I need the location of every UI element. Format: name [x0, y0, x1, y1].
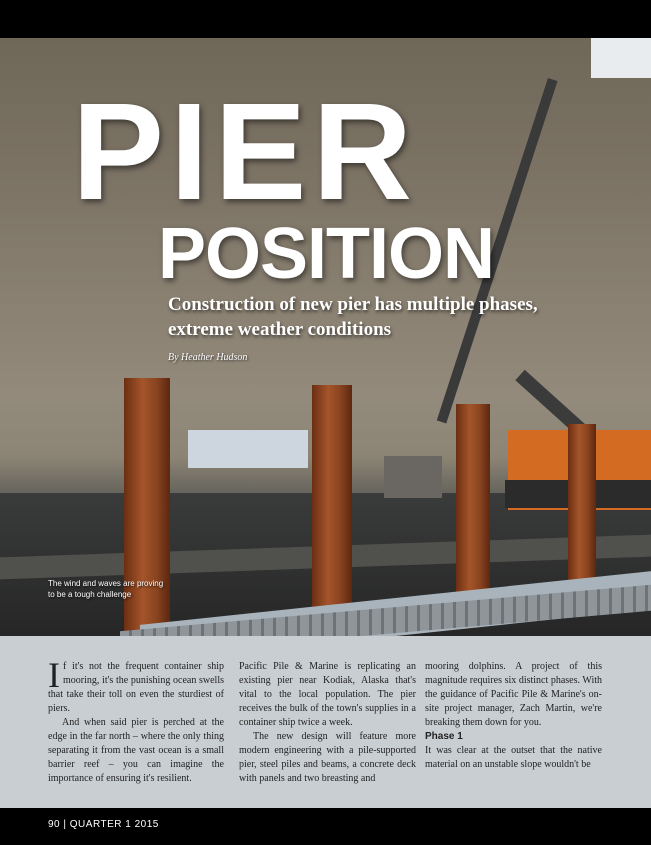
article-column-3	[425, 660, 602, 772]
top-bar	[0, 0, 651, 38]
byline: By Heather Hudson	[168, 352, 248, 363]
building	[188, 430, 308, 468]
article-column-1	[48, 655, 224, 786]
steel-pile	[312, 385, 352, 625]
article-column-2	[239, 660, 416, 786]
headline-pier: PIER	[72, 75, 419, 229]
section-heading: Phase 1	[425, 731, 463, 742]
paragraph: If it's not the frequent container ship mooring, it's the punishing ocean swells that take their toll on even the sturdiest of piers.	[48, 655, 224, 714]
dropcap: I	[48, 655, 60, 695]
subtitle: Construction of new pier has multiple phases, extreme weather conditions	[168, 294, 538, 340]
photo-caption: The wind and waves are proving to be a tough challenge	[48, 579, 164, 599]
paragraph: mooring dolphins. A project of this magnitude requires six distinct phases. With the guidance of Pacific Pile & Marine's on-site project manager, Zach Martin, we're breaking them down for you.	[425, 661, 602, 728]
paragraph: Pacific Pile & Marine is replicating an existing pier near Kodiak, Alaska that's vital to the local population. The pier receives the bulk of the town's supplies in a container ship twice a week.	[239, 661, 416, 728]
shed	[384, 456, 442, 498]
headline-position: POSITION	[158, 214, 495, 294]
steel-pile	[456, 404, 490, 594]
page-folio: 90 | QUARTER 1 2015	[48, 819, 159, 830]
paragraph: It was clear at the outset that the native material on an unstable slope wouldn't be	[425, 745, 602, 770]
steel-pile	[568, 424, 596, 584]
paragraph: And when said pier is perched at the edge in the far north – where the only thing separating it from the vast ocean is a small barrier reef – you can imagine the importance of ensuring it's resilient.	[48, 717, 224, 784]
paragraph: The new design will feature more modern engineering with a pile-supported pier, steel piles and beams, a concrete deck with panels and two breasting and	[239, 731, 416, 784]
sky	[591, 38, 651, 78]
